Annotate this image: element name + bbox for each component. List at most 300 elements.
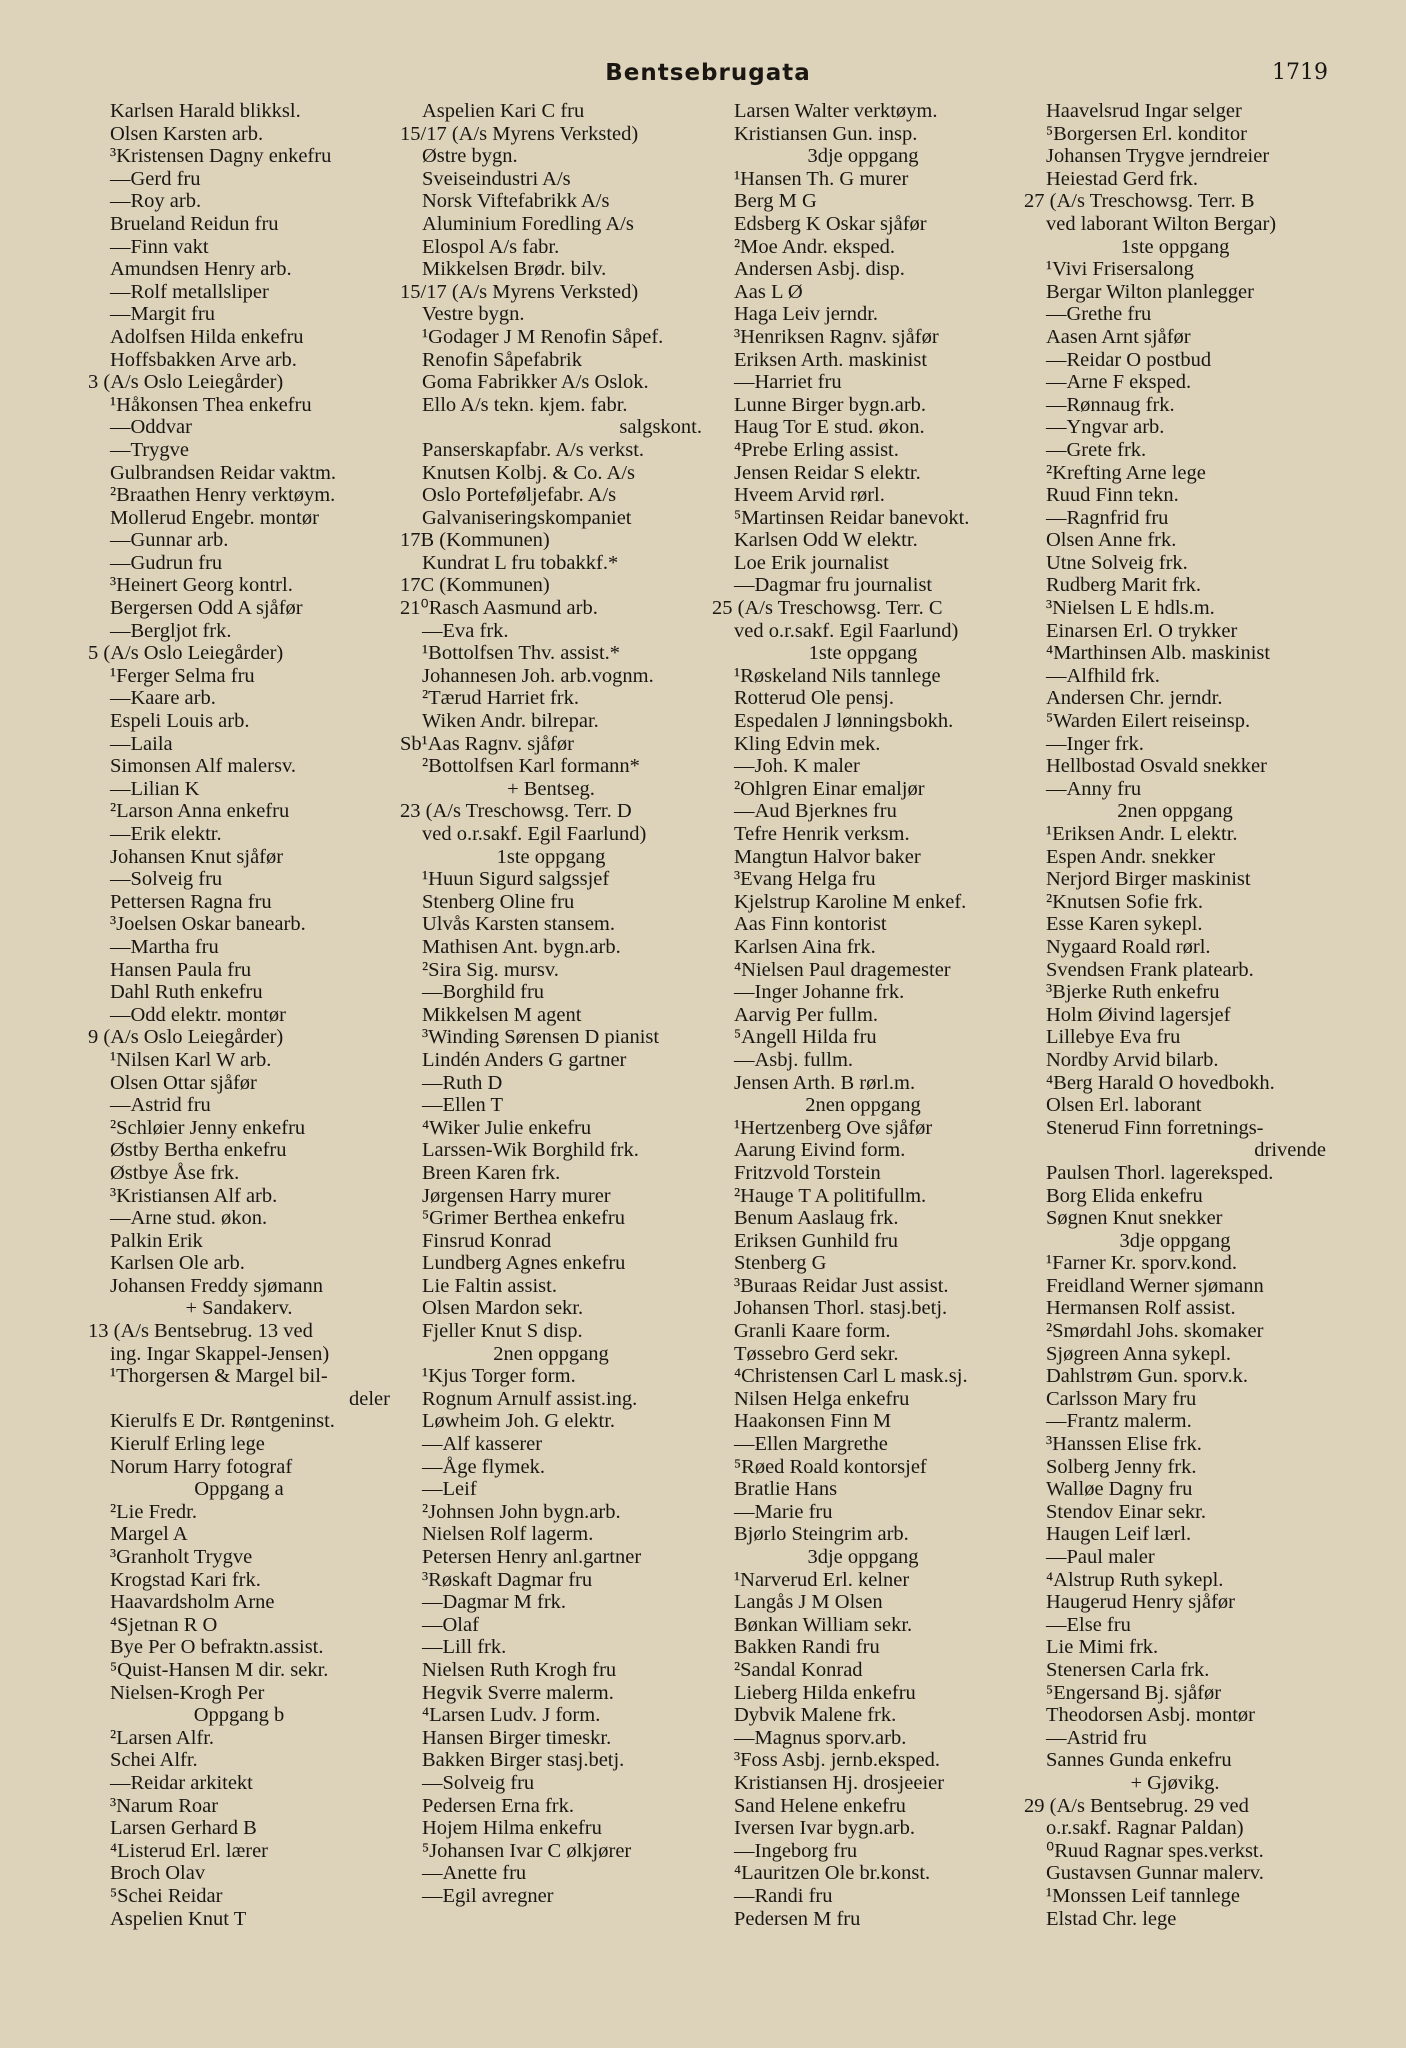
directory-entry: 2nen oppgang xyxy=(1117,800,1233,823)
directory-entry: ¹Farner Kr. sporv.kond. xyxy=(1046,1252,1237,1275)
directory-entry: —Reidar O postbud xyxy=(1046,348,1212,371)
directory-entry: —Finn vakt xyxy=(110,235,209,258)
directory-entry: 15/17 (A/s Myrens Verksted) xyxy=(400,280,639,303)
directory-entry: Johansen Thorl. stasj.betj. xyxy=(734,1297,948,1320)
directory-entry: Berg M G xyxy=(734,190,817,213)
directory-entry: Pettersen Ragna fru xyxy=(110,890,272,913)
directory-entry: ¹Hertzenberg Ove sjåfør xyxy=(734,1116,933,1139)
column-4 xyxy=(1024,100,1326,1930)
directory-entry: Jørgensen Harry murer xyxy=(422,1184,611,1207)
directory-entry: Langås J M Olsen xyxy=(734,1591,883,1614)
directory-entry: ³Heinert Georg kontrl. xyxy=(110,574,293,597)
directory-entry: —Margit fru xyxy=(110,303,215,326)
directory-entry: Ello A/s tekn. kjem. fabr. xyxy=(422,393,628,416)
directory-entry: ⁵Quist-Hansen M dir. sekr. xyxy=(110,1658,329,1681)
directory-entry: ²Larsen Alfr. xyxy=(110,1726,215,1749)
directory-entry: Haug Tor E stud. økon. xyxy=(734,416,925,439)
directory-entry: Karlsen Odd W elektr. xyxy=(734,529,918,552)
directory-entry: —Asbj. fullm. xyxy=(734,1048,854,1071)
directory-entry: Larssen-Wik Borghild frk. xyxy=(422,1139,639,1162)
directory-entry: Bratlie Hans xyxy=(734,1478,838,1501)
directory-entry: Olsen Anne frk. xyxy=(1046,529,1177,552)
directory-entry: Nielsen-Krogh Per xyxy=(110,1681,265,1704)
directory-entry: Benum Aaslaug frk. xyxy=(734,1207,899,1230)
directory-entry: drivende xyxy=(1254,1139,1326,1162)
directory-entry: Galvaniseringskompaniet xyxy=(422,506,632,529)
directory-entry: Kundrat L fru tobakkf.* xyxy=(422,551,619,574)
directory-page xyxy=(88,52,1328,1972)
directory-entry: Aas L Ø xyxy=(734,280,803,303)
directory-entry: Norum Harry fotograf xyxy=(110,1455,293,1478)
directory-entry: ¹Kjus Torger form. xyxy=(422,1365,576,1388)
directory-entry: ⁵Røed Roald kontorsjef xyxy=(734,1455,927,1478)
directory-entry: —Paul maler xyxy=(1046,1546,1155,1568)
directory-entry: ⁵Warden Eilert reiseinsp. xyxy=(1046,710,1251,733)
directory-entry: Espen Andr. snekker xyxy=(1046,845,1216,868)
directory-entry: ²Sira Sig. mursv. xyxy=(422,958,559,981)
directory-entry: 17C (Kommunen) xyxy=(400,574,550,597)
directory-entry: Rudberg Marit frk. xyxy=(1046,574,1202,597)
directory-entry: ¹Narverud Erl. kelner xyxy=(734,1568,910,1591)
directory-entry: Andersen Asbj. disp. xyxy=(734,258,905,281)
directory-entry: Solberg Jenny frk. xyxy=(1046,1455,1197,1478)
directory-entry: —Grethe fru xyxy=(1046,303,1152,326)
directory-entry: —Kaare arb. xyxy=(110,687,216,710)
directory-entry: ¹Vivi Frisersalong xyxy=(1046,258,1194,281)
directory-entry: Espedalen J lønningsbokh. xyxy=(734,710,954,733)
directory-entry: —Aud Bjerknes fru xyxy=(734,800,897,823)
directory-entry: —Harriet fru xyxy=(734,371,842,394)
directory-entry: Lillebye Eva fru xyxy=(1046,1026,1181,1049)
directory-entry: ¹Nilsen Karl W arb. xyxy=(110,1048,272,1071)
directory-entry: Loe Erik journalist xyxy=(734,551,889,574)
directory-entry: 2nen oppgang xyxy=(805,1094,921,1117)
directory-entry: Aarvig Per fullm. xyxy=(734,1003,879,1026)
directory-entry: —Lill frk. xyxy=(422,1636,507,1659)
directory-entry: Brueland Reidun fru xyxy=(110,212,279,235)
directory-entry: Dybvik Malene frk. xyxy=(734,1704,897,1727)
directory-entry: ³Kristiansen Alf arb. xyxy=(110,1184,278,1207)
directory-entry: Margel A xyxy=(110,1523,188,1546)
street-title: Bentsebrugata xyxy=(605,60,811,86)
directory-entry: 29 (A/s Bentsebrug. 29 ved xyxy=(1024,1794,1249,1817)
directory-entry: —Ruth D xyxy=(422,1071,503,1094)
directory-entry: Mikkelsen Brødr. bilv. xyxy=(422,258,607,281)
directory-entry: deler xyxy=(349,1387,390,1410)
directory-entry: ³Nielsen L E hdls.m. xyxy=(1046,597,1215,620)
directory-entry: Eriksen Gunhild fru xyxy=(734,1229,898,1252)
directory-entry: —Ingeborg fru xyxy=(734,1839,858,1862)
directory-entry: Palkin Erik xyxy=(110,1229,203,1252)
directory-entry: Bjørlo Steingrim arb. xyxy=(734,1523,909,1546)
directory-entry: —Ellen Margrethe xyxy=(734,1433,888,1456)
directory-entry: 2nen oppgang xyxy=(493,1342,609,1365)
directory-entry: ved o.r.sakf. Egil Faarlund) xyxy=(734,619,959,642)
directory-entry: ²Ohlgren Einar emaljør xyxy=(734,777,925,800)
directory-entry: Oppgang b xyxy=(193,1704,285,1727)
column-1 xyxy=(88,100,390,1930)
directory-entry: ¹Monssen Leif tannlege xyxy=(1046,1884,1241,1907)
directory-entry: Hegvik Sverre malerm. xyxy=(422,1681,614,1704)
directory-entry: ⁴Alstrup Ruth sykepl. xyxy=(1046,1568,1224,1591)
directory-entry: Kristiansen Hj. drosjeeier xyxy=(734,1771,945,1794)
directory-entry: Espeli Louis arb. xyxy=(110,710,250,733)
directory-entry: Gulbrandsen Reidar vaktm. xyxy=(110,461,337,484)
directory-entry: Haga Leiv jerndr. xyxy=(734,303,879,326)
directory-entry: 21⁰Rasch Aasmund arb. xyxy=(400,597,598,620)
directory-entry: —Egil avregner xyxy=(422,1884,554,1907)
directory-entry: Østby Bertha enkefru xyxy=(110,1139,287,1162)
directory-entry: Dahlstrøm Gun. sporv.k. xyxy=(1046,1365,1248,1388)
directory-entry: ing. Ingar Skappel-Jensen) xyxy=(110,1342,330,1365)
directory-entry: —Martha fru xyxy=(110,935,219,958)
directory-entry: —Odd elektr. montør xyxy=(110,1003,286,1026)
directory-entry: 27 (A/s Treschowsg. Terr. B xyxy=(1024,190,1255,213)
directory-entry: Iversen Ivar bygn.arb. xyxy=(734,1817,916,1840)
directory-entry: ³Granholt Trygve xyxy=(110,1546,253,1568)
directory-entry: Nilsen Helga enkefru xyxy=(734,1387,910,1410)
directory-entry: Hojem Hilma enkefru xyxy=(422,1817,602,1840)
directory-entry: Rognum Arnulf assist.ing. xyxy=(422,1387,638,1410)
directory-entry: —Rolf metallsliper xyxy=(110,280,269,303)
directory-entry: ⁵Engersand Bj. sjåfør xyxy=(1046,1681,1222,1704)
directory-entry: ²Larson Anna enkefru xyxy=(110,800,290,823)
directory-entry: Elospol A/s fabr. xyxy=(422,235,560,258)
directory-entry: + Sandakerv. xyxy=(185,1297,293,1320)
directory-entry: —Borghild fru xyxy=(422,981,545,1004)
directory-entry: 3 (A/s Oslo Leiegårder) xyxy=(88,371,284,394)
directory-entry: Hansen Paula fru xyxy=(110,958,252,981)
directory-entry: Stendov Einar sekr. xyxy=(1046,1500,1206,1523)
directory-entry: ²Braathen Henry verktøym. xyxy=(110,484,336,507)
directory-entry: Ruud Finn tekn. xyxy=(1046,484,1179,507)
directory-entry: Johannesen Joh. arb.vognm. xyxy=(422,664,654,687)
directory-entry: Lie Mimi frk. xyxy=(1046,1636,1159,1659)
directory-entry: Nordby Arvid bilarb. xyxy=(1046,1048,1219,1071)
directory-entry: —Laila xyxy=(110,732,173,755)
directory-entry: —Arne F eksped. xyxy=(1046,371,1192,394)
directory-entry: Oslo Porteføljefabr. A/s xyxy=(422,484,617,507)
directory-entry: ²Hauge T A politifullm. xyxy=(734,1184,927,1207)
directory-entry: ²Lie Fredr. xyxy=(110,1500,197,1523)
directory-entry: Petersen Henry anl.gartner xyxy=(422,1546,642,1568)
directory-entry: ¹Hansen Th. G murer xyxy=(734,167,909,190)
directory-entry: —Magnus sporv.arb. xyxy=(734,1726,907,1749)
directory-entry: Karlsen Harald blikksl. xyxy=(110,100,301,122)
directory-entry: Renofin Såpefabrik xyxy=(422,348,582,371)
directory-entry: Panserskapfabr. A/s verkst. xyxy=(422,438,645,461)
directory-entry: Theodorsen Asbj. montør xyxy=(1046,1704,1255,1727)
directory-entry: —Anny fru xyxy=(1046,777,1142,800)
directory-entry: Stenerud Finn forretnings- xyxy=(1046,1116,1264,1139)
directory-entry: Olsen Karsten arb. xyxy=(110,122,264,145)
directory-entry: —Marie fru xyxy=(734,1500,833,1523)
directory-entry: 3dje oppgang xyxy=(807,1546,919,1568)
directory-entry: Adolfsen Hilda enkefru xyxy=(110,325,304,348)
directory-entry: ⁵Schei Reidar xyxy=(110,1884,223,1907)
directory-entry: 1ste oppgang xyxy=(496,845,606,868)
directory-entry: ⁵Angell Hilda fru xyxy=(734,1026,877,1049)
directory-entry: Andersen Chr. jerndr. xyxy=(1046,687,1223,710)
directory-entry: ²Knutsen Sofie frk. xyxy=(1046,890,1204,913)
directory-entry: ³Bjerke Ruth enkefru xyxy=(1046,981,1220,1004)
directory-entry: Hellbostad Osvald snekker xyxy=(1046,755,1267,778)
directory-entry: ³Narum Roar xyxy=(110,1794,219,1817)
directory-entry: —Joh. K maler xyxy=(734,755,860,778)
directory-entry: —Olaf xyxy=(422,1613,479,1636)
directory-entry: —Inger Johanne frk. xyxy=(734,981,905,1004)
directory-entry: ved laborant Wilton Bergar) xyxy=(1046,212,1277,235)
directory-entry: Walløe Dagny fru xyxy=(1046,1478,1193,1501)
directory-entry: Goma Fabrikker A/s Oslok. xyxy=(422,371,649,394)
directory-entry: Sjøgreen Anna sykepl. xyxy=(1046,1342,1232,1365)
directory-entry: Pedersen M fru xyxy=(734,1907,861,1930)
directory-entry: ²Johnsen John bygn.arb. xyxy=(422,1500,621,1523)
directory-entry: Kierulf Erling lege xyxy=(110,1433,265,1456)
directory-entry: Borg Elida enkefru xyxy=(1046,1184,1203,1207)
directory-entry: Freidland Werner sjømann xyxy=(1046,1274,1264,1297)
directory-entry: Karlsen Aina frk. xyxy=(734,935,876,958)
directory-entry: Pedersen Erna frk. xyxy=(422,1794,574,1817)
directory-entry: ⁴Lauritzen Ole br.konst. xyxy=(734,1862,931,1885)
directory-entry: —Arne stud. økon. xyxy=(110,1207,268,1230)
directory-entry: Paulsen Thorl. lagereksped. xyxy=(1046,1161,1274,1184)
directory-entry: Mathisen Ant. bygn.arb. xyxy=(422,935,621,958)
directory-entry: Stenberg Oline fru xyxy=(422,890,575,913)
directory-entry: Lundberg Agnes enkefru xyxy=(422,1252,626,1275)
directory-entry: Haavardsholm Arne xyxy=(110,1591,275,1614)
directory-entry: 1ste oppgang xyxy=(1120,235,1230,258)
directory-entry: Mangtun Halvor baker xyxy=(734,845,921,868)
directory-entry: Sand Helene enkefru xyxy=(734,1794,906,1817)
directory-entry: 1ste oppgang xyxy=(808,642,918,665)
page-number: 1719 xyxy=(1272,60,1328,85)
directory-entry: Olsen Mardon sekr. xyxy=(422,1297,584,1320)
directory-entry: Johansen Knut sjåfør xyxy=(110,845,284,868)
column-3 xyxy=(712,100,1014,1930)
directory-entry: ¹Eriksen Andr. L elektr. xyxy=(1046,823,1238,845)
directory-entry: Søgnen Knut snekker xyxy=(1046,1207,1223,1230)
directory-entry: —Lilian K xyxy=(110,777,200,800)
directory-entry: Elstad Chr. lege xyxy=(1046,1907,1177,1930)
directory-entry: 15/17 (A/s Myrens Verksted) xyxy=(400,122,639,145)
directory-entry: salgskont. xyxy=(619,416,702,439)
directory-entry: —Inger frk. xyxy=(1046,732,1144,755)
directory-entry: Esse Karen sykepl. xyxy=(1046,913,1203,936)
directory-entry: Østbye Åse frk. xyxy=(110,1161,240,1184)
directory-entry: ¹Håkonsen Thea enkefru xyxy=(110,393,312,416)
directory-entry: —Trygve xyxy=(110,438,189,461)
directory-entry: Simonsen Alf malersv. xyxy=(110,755,297,778)
directory-entry: Kristiansen Gun. insp. xyxy=(734,122,918,145)
directory-entry: Granli Kaare form. xyxy=(734,1320,891,1343)
directory-entry: Knutsen Kolbj. & Co. A/s xyxy=(422,461,635,484)
directory-entry: ³Røskaft Dagmar fru xyxy=(422,1568,593,1591)
directory-entry: Hermansen Rolf assist. xyxy=(1046,1297,1236,1320)
directory-entry: Tøssebro Gerd sekr. xyxy=(734,1342,899,1365)
directory-entry: Wiken Andr. bilrepar. xyxy=(422,710,599,733)
directory-entry: ¹Huun Sigurd salgssjef xyxy=(422,868,610,891)
directory-entry: Aas Finn kontorist xyxy=(734,913,887,936)
directory-entry: Jensen Arth. B rørl.m. xyxy=(734,1071,916,1094)
directory-entry: Amundsen Henry arb. xyxy=(110,258,292,281)
directory-entry: 23 (A/s Treschowsg. Terr. D xyxy=(400,800,632,823)
directory-entry: Hansen Birger timeskr. xyxy=(422,1726,612,1749)
directory-entry: Svendsen Frank platearb. xyxy=(1046,958,1254,981)
directory-entry: —Dagmar M frk. xyxy=(422,1591,567,1614)
directory-entry: + Bentseg. xyxy=(507,777,595,800)
directory-entry: —Grete frk. xyxy=(1046,438,1147,461)
directory-entry: Jensen Reidar S elektr. xyxy=(734,461,921,484)
directory-entry: ²Moe Andr. eksped. xyxy=(734,235,896,258)
directory-entry: Hoffsbakken Arve arb. xyxy=(110,348,297,371)
directory-entry: Løwheim Joh. G elektr. xyxy=(422,1410,616,1433)
directory-entry: Finsrud Konrad xyxy=(422,1229,552,1252)
directory-entry: Sb¹Aas Ragnv. sjåfør xyxy=(400,732,574,755)
directory-entry: Østre bygn. xyxy=(422,145,518,168)
directory-columns xyxy=(88,100,1328,1930)
directory-entry: o.r.sakf. Ragnar Paldan) xyxy=(1046,1817,1244,1840)
directory-entry: Haugerud Henry sjåfør xyxy=(1046,1591,1235,1614)
directory-entry: ²Bottolfsen Karl formann* xyxy=(422,755,640,778)
directory-entry: —Oddvar xyxy=(110,416,192,439)
directory-entry: —Solveig fru xyxy=(422,1771,535,1794)
directory-entry: Carlsson Mary fru xyxy=(1046,1387,1197,1410)
directory-entry: Olsen Erl. laborant xyxy=(1046,1094,1202,1117)
directory-entry: —Reidar arkitekt xyxy=(110,1771,253,1794)
directory-entry: ved o.r.sakf. Egil Faarlund) xyxy=(422,823,647,845)
directory-entry: Einarsen Erl. O trykker xyxy=(1046,619,1238,642)
directory-entry: Lieberg Hilda enkefru xyxy=(734,1681,916,1704)
directory-entry: Sveiseindustri A/s xyxy=(422,167,571,190)
directory-entry: ²Sandal Konrad xyxy=(734,1658,863,1681)
directory-entry: Tefre Henrik verksm. xyxy=(734,823,910,845)
directory-entry: ³Evang Helga fru xyxy=(734,868,876,891)
directory-entry: 25 (A/s Treschowsg. Terr. C xyxy=(712,597,943,620)
directory-entry: Stenersen Carla frk. xyxy=(1046,1658,1210,1681)
directory-entry: Schei Alfr. xyxy=(110,1749,198,1772)
directory-entry: ⁴Sjetnan R O xyxy=(110,1613,218,1636)
directory-entry: 3dje oppgang xyxy=(807,145,919,168)
directory-entry: Stenberg G xyxy=(734,1252,827,1275)
directory-entry: ³Foss Asbj. jernb.eksped. xyxy=(734,1749,941,1772)
directory-entry: Aarung Eivind form. xyxy=(734,1139,906,1162)
directory-entry: Larsen Walter verktøym. xyxy=(734,100,938,122)
directory-entry: ⁴Listerud Erl. lærer xyxy=(110,1839,269,1862)
directory-entry: Bye Per O befraktn.assist. xyxy=(110,1636,324,1659)
directory-entry: —Eva frk. xyxy=(422,619,509,642)
directory-entry: —Randi fru xyxy=(734,1884,833,1907)
directory-entry: Breen Karen frk. xyxy=(422,1161,561,1184)
directory-entry: ¹Bottolfsen Thv. assist.* xyxy=(422,642,621,665)
directory-entry: Kjelstrup Karoline M enkef. xyxy=(734,890,967,913)
directory-entry: Norsk Viftefabrikk A/s xyxy=(422,190,610,213)
directory-entry: ⁰Ruud Ragnar spes.verkst. xyxy=(1046,1839,1264,1862)
directory-entry: Bakken Birger stasj.betj. xyxy=(422,1749,625,1772)
directory-entry: Heiestad Gerd frk. xyxy=(1046,167,1198,190)
directory-entry: Aspelien Knut T xyxy=(110,1907,247,1930)
directory-entry: ⁴Nielsen Paul dragemester xyxy=(734,958,951,981)
directory-entry: —Dagmar fru journalist xyxy=(734,574,933,597)
directory-entry: ²Krefting Arne lege xyxy=(1046,461,1206,484)
directory-entry: ³Hanssen Elise frk. xyxy=(1046,1433,1202,1456)
directory-entry: ²Schløier Jenny enkefru xyxy=(110,1116,306,1139)
directory-entry: ¹Ferger Selma fru xyxy=(110,664,255,687)
directory-entry: ⁴Prebe Erling assist. xyxy=(734,438,899,461)
directory-entry: ⁵Martinsen Reidar banevokt. xyxy=(734,506,970,529)
directory-entry: Dahl Ruth enkefru xyxy=(110,981,263,1004)
directory-entry: 9 (A/s Oslo Leiegårder) xyxy=(88,1026,284,1049)
directory-entry: ⁵Johansen Ivar C ølkjører xyxy=(422,1839,632,1862)
directory-entry: Fjeller Knut S disp. xyxy=(422,1320,583,1343)
directory-entry: Johansen Trygve jerndreier xyxy=(1046,145,1270,168)
directory-entry: 3dje oppgang xyxy=(1119,1229,1231,1252)
directory-entry: ²Smørdahl Johs. skomaker xyxy=(1046,1320,1264,1343)
directory-entry: —Yngvar arb. xyxy=(1046,416,1165,439)
directory-entry: Bergersen Odd A sjåfør xyxy=(110,597,303,620)
directory-entry: ³Kristensen Dagny enkefru xyxy=(110,145,332,168)
directory-entry: ⁴Christensen Carl L mask.sj. xyxy=(734,1365,968,1388)
directory-entry: —Erik elektr. xyxy=(110,823,222,845)
directory-entry: Lindén Anders G gartner xyxy=(422,1048,627,1071)
directory-entry: Larsen Gerhard B xyxy=(110,1817,257,1840)
directory-entry: Bønkan William sekr. xyxy=(734,1613,913,1636)
directory-entry: ¹Røskeland Nils tannlege xyxy=(734,664,941,687)
directory-entry: Haugen Leif lærl. xyxy=(1046,1523,1192,1546)
directory-entry: Nerjord Birger maskinist xyxy=(1046,868,1251,891)
page-header xyxy=(88,52,1328,90)
directory-entry: Kling Edvin mek. xyxy=(734,732,881,755)
directory-entry: Lie Faltin assist. xyxy=(422,1274,557,1297)
directory-entry: Nygaard Roald rørl. xyxy=(1046,935,1211,958)
directory-entry: —Astrid fru xyxy=(1046,1726,1147,1749)
directory-entry: ²Tærud Harriet frk. xyxy=(422,687,579,710)
directory-entry: —Roy arb. xyxy=(110,190,202,213)
directory-entry: Sannes Gunda enkefru xyxy=(1046,1749,1232,1772)
directory-entry: ⁵Borgersen Erl. konditor xyxy=(1046,122,1247,145)
directory-entry: —Gunnar arb. xyxy=(110,529,229,552)
directory-entry: 5 (A/s Oslo Leiegårder) xyxy=(88,642,284,665)
directory-entry: Vestre bygn. xyxy=(422,303,525,326)
directory-entry: Aspelien Kari C fru xyxy=(422,100,585,122)
directory-entry: Hveem Arvid rørl. xyxy=(734,484,885,507)
directory-entry: Johansen Freddy sjømann xyxy=(110,1274,323,1297)
directory-entry: Bakken Randi fru xyxy=(734,1636,880,1659)
directory-entry: Nielsen Rolf lagerm. xyxy=(422,1523,594,1546)
directory-entry: ⁴Marthinsen Alb. maskinist xyxy=(1046,642,1271,665)
directory-entry: —Solveig fru xyxy=(110,868,223,891)
directory-entry: ³Buraas Reidar Just assist. xyxy=(734,1274,949,1297)
directory-entry: ⁵Grimer Berthea enkefru xyxy=(422,1207,625,1230)
directory-entry: Mikkelsen M agent xyxy=(422,1003,582,1026)
directory-entry: Rotterud Ole pensj. xyxy=(734,687,894,710)
directory-entry: ⁴Wiker Julie enkefru xyxy=(422,1116,592,1139)
directory-entry: —Astrid fru xyxy=(110,1094,211,1117)
directory-entry: ¹Thorgersen & Margel bil- xyxy=(110,1365,328,1388)
directory-entry: —Alfhild frk. xyxy=(1046,664,1160,687)
directory-entry: Haakonsen Finn M xyxy=(734,1410,892,1433)
directory-entry: Fritzvold Torstein xyxy=(734,1161,881,1184)
directory-entry: ¹Godager J M Renofin Såpef. xyxy=(422,325,664,348)
directory-entry: —Leif xyxy=(422,1478,477,1501)
directory-entry: —Gudrun fru xyxy=(110,551,223,574)
directory-entry: Olsen Ottar sjåfør xyxy=(110,1071,257,1094)
directory-entry: —Else fru xyxy=(1046,1613,1131,1636)
directory-entry: Haavelsrud Ingar selger xyxy=(1046,100,1242,122)
directory-entry: 13 (A/s Bentsebrug. 13 ved xyxy=(88,1320,313,1343)
directory-entry: Ulvås Karsten stansem. xyxy=(422,913,615,936)
directory-entry: ⁴Berg Harald O hovedbokh. xyxy=(1046,1071,1275,1094)
